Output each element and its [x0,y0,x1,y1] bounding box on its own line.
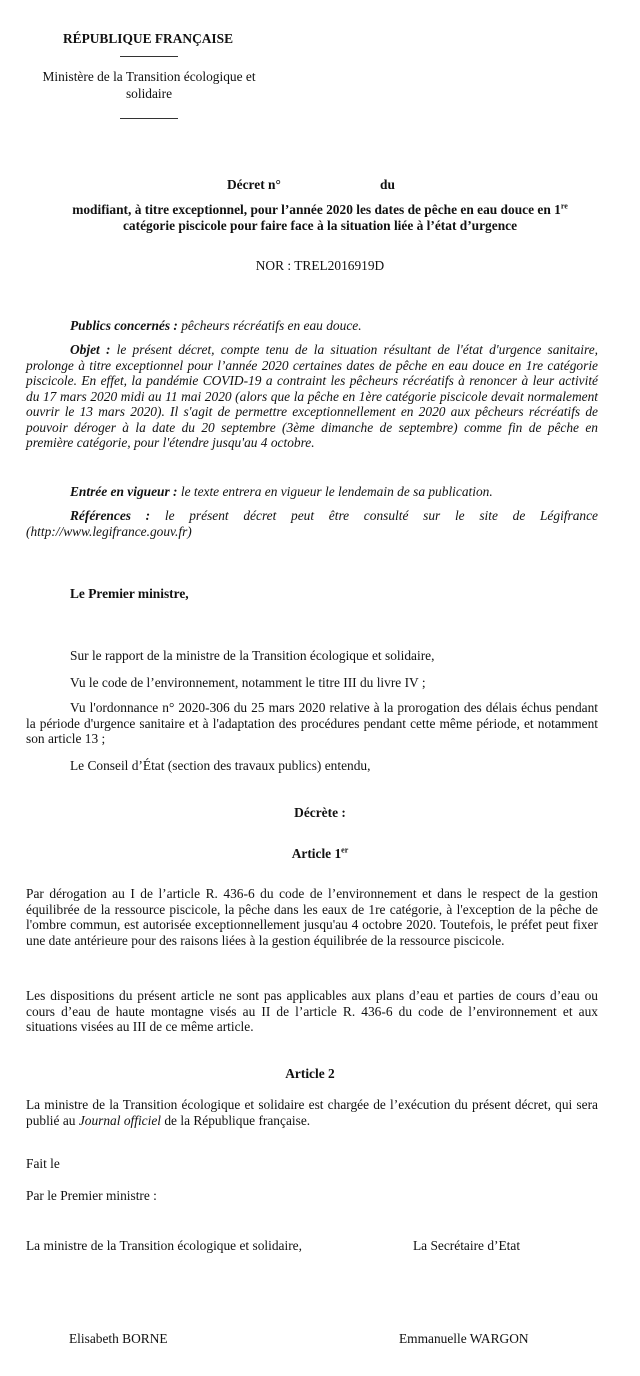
decree-number-label: Décret n° [227,177,281,192]
publics-text: pêcheurs récréatifs en eau douce. [177,318,362,333]
decree-subtitle-line2: catégorie piscicole pour faire face à la situation liée à l’état d’urgence [122,217,518,233]
objet-text: le présent décret, compte tenu de la situation résultant de l'état d'urgence sanitaire, prolonge à titre exceptionnel pour l’année 2020 certaines dates de pêche en eau douce en 1re catégorie piscicole. En effet, la pandémie COVID-19 a contraint les pêcheurs récréatifs à renoncer à leur activité du 17 mars 2020 midi au 11 mai 2020 (alors que la pêche en 1ère catégorie piscicole devait normalement ouvrir le 13 mars 2020). Il s'agit de permettre exceptionnellement en 2020 aux pêcheurs récréatifs de pouvoir déroger à la date du 20 septembre (3ème dimanche de septembre) comme fin de pêche en première catégorie, pour l'étendre jusqu'au 4 octobre. [26,342,598,450]
decree-subtitle [20,202,620,233]
references-text: le présent décret peut être consulté sur le site de Légifrance (http://www.legifrance.gouv.fr) [26,508,598,539]
vu-code: Vu le code de l’environnement, notamment le titre III du livre IV ; [70,675,426,690]
decree-date-label: du [380,177,395,192]
premier-ministre: Le Premier ministre, [70,586,189,601]
signer-left-name: Elisabeth BORNE [69,1331,168,1346]
article-2-text-b: de la République française. [161,1112,311,1128]
entree-text: le texte entrera en vigueur le lendemain de sa publication. [177,484,493,499]
header-rule-top [120,56,178,57]
decree-subtitle-sup: re [560,201,568,211]
decrete-heading: Décrète : [294,805,346,820]
references-label: Références : [70,508,151,523]
publics-label: Publics concernés : [70,318,178,333]
ministry-line-2: solidaire [125,86,173,101]
article-1-paragraph-2: Les dispositions du présent article ne sont pas applicables aux plans d’eau et parties de cours d’eau ou cours d’eau de haute montagne visés au II de l’article R. 436-6 du code de l’environnement et aux situations visées au III de ce même article. [26,988,598,1034]
entree-en-vigueur [26,484,598,500]
article-1-label: Article 1 [291,846,342,861]
decree-subtitle-main: modifiant, à titre exceptionnel, pour l’année 2020 les dates de pêche en eau douce en 1 [72,202,561,217]
publics-concernes [26,318,598,334]
vu-ordonnance: Vu l'ordonnance n° 2020-306 du 25 mars 2020 relative à la prorogation des délais échus pendant la période d'urgence sanitaire et à l'adaptation des procédures pendant cette même période, et notamment son article 13 ; [26,700,598,746]
fait-le: Fait le [26,1156,60,1171]
article-2-heading: Article 2 [285,1066,335,1081]
article-2-paragraph [26,1097,598,1128]
references [26,508,598,539]
header-rule-bottom [120,118,178,119]
nor-reference: NOR : TREL2016919D [255,258,385,273]
article-2-text-a: La ministre de la Transition écologique et solidaire est chargée de l’exécution du présent décret, qui sera publié au [26,1097,598,1128]
signer-right-name: Emmanuelle WARGON [399,1331,529,1346]
journal-officiel: Journal officiel [78,1112,162,1128]
par-le-premier-ministre: Par le Premier ministre : [26,1188,157,1203]
entree-label: Entrée en vigueur : [70,484,178,499]
signer-left-title: La ministre de la Transition écologique et solidaire, [26,1238,302,1253]
ministry-line-1: Ministère de la Transition écologique et [42,69,256,84]
objet-label: Objet : [70,342,111,357]
article-1-heading [20,846,620,862]
conseil-etat: Le Conseil d’État (section des travaux publics) entendu, [70,758,371,773]
signer-right-title: La Secrétaire d’Etat [413,1238,521,1253]
article-1-paragraph-1: Par dérogation au I de l’article R. 436-6 du code de l’environnement et dans le respect de la gestion équilibrée de la ressource piscicole, la pêche dans les eaux de 1re catégorie, à l'exception de la pêche de l'ombre commun, est autorisée exceptionnellement jusqu'au 4 octobre 2020. Toutefois, le préfet peut fixer une date antérieure pour des raisons liées à la gestion équilibrée de la ressource piscicole. [26,886,598,948]
sur-le-rapport: Sur le rapport de la ministre de la Transition écologique et solidaire, [70,648,435,663]
article-1-sup: er [341,845,349,855]
republic-heading: RÉPUBLIQUE FRANÇAISE [62,31,233,46]
objet [26,342,598,451]
